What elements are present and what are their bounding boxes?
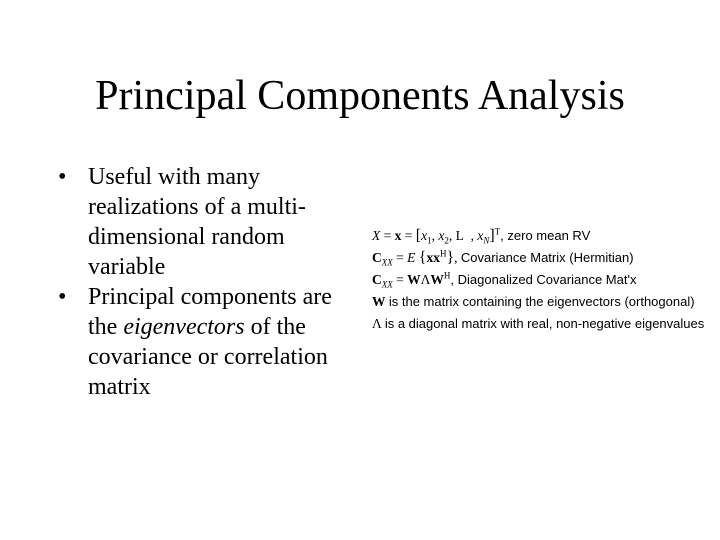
bullet-marker: • [58,164,67,190]
equation-description: , Diagonalized Covariance Mat'x [450,272,637,287]
slide-title: Principal Components Analysis [95,73,625,119]
equation-symbol: Λ [372,316,382,331]
equation-diagonalized [372,272,718,288]
equation-description: is the matrix containing the eigenvectors (orthogonal) [388,294,695,309]
equation-description: is a diagonal matrix with real, non-negative eigenvalues [384,316,705,331]
bullet-emphasis: eigenvectors [123,314,245,340]
equation-lambda-definition [372,316,718,332]
equation-formula: $C_{XX} = W\Lambda W^H$ [372,270,451,290]
equation-symbol: W [372,294,386,309]
bullet-item [58,162,350,282]
bullet-item [58,282,350,402]
equation-random-vector [372,228,718,244]
equation-description: Covariance Matrix (Hermitian) [460,250,634,265]
bullet-text: Useful with many realizations of a multi-dimensional random variable [88,164,306,280]
bullet-text: Principal components are the [88,284,332,340]
bullet-marker: • [58,284,67,310]
equation-w-definition [372,294,718,310]
equation-formula: $C_{XX} = E$ $\{xx^H\}$, [372,248,461,268]
equation-block [372,228,718,332]
equation-formula: $X = x = [x_1$, $x_2$, L , $x_N]^T$ [372,226,501,246]
equation-covariance [372,250,718,266]
bullet-text-continued: of the covariance or correlation matrix [88,314,328,400]
bullet-list [58,162,350,402]
equation-description: , zero mean RV [500,228,591,243]
